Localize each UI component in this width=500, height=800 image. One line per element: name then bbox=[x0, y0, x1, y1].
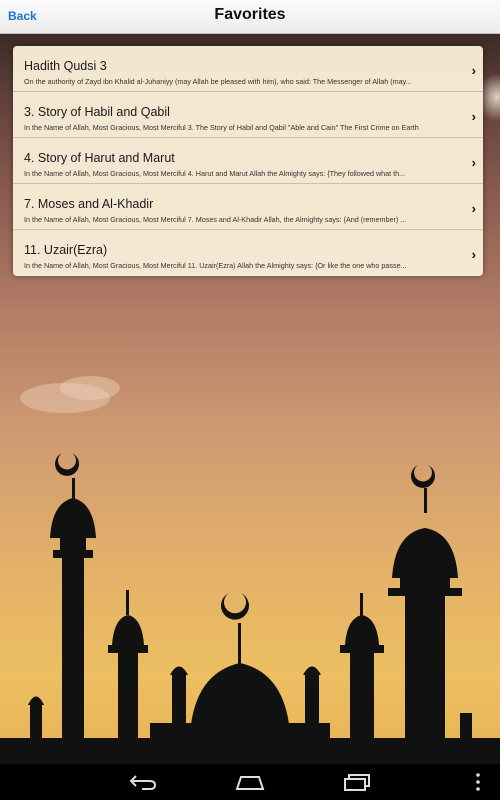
list-item-title: 4. Story of Harut and Marut bbox=[24, 151, 175, 165]
chevron-right-icon: › bbox=[471, 155, 476, 170]
list-item-title: 7. Moses and Al-Khadir bbox=[24, 197, 154, 211]
page-title: Favorites bbox=[214, 6, 286, 23]
list-item-title: Hadith Qudsi 3 bbox=[24, 59, 107, 73]
nav-back-icon[interactable] bbox=[128, 772, 158, 797]
chevron-right-icon: › bbox=[471, 109, 476, 124]
list-item[interactable] bbox=[13, 138, 483, 184]
chevron-right-icon: › bbox=[471, 247, 476, 262]
nav-recents-icon[interactable] bbox=[342, 772, 372, 797]
overflow-menu-icon[interactable] bbox=[474, 772, 482, 797]
list-item-preview: In the Name of Allah, Most Gracious, Most Merciful 4. Harut and Marut Allah the Almighty says: {They followed what th... bbox=[24, 169, 406, 178]
favorites-list bbox=[13, 46, 483, 276]
list-item[interactable] bbox=[13, 46, 483, 92]
list-item[interactable] bbox=[13, 230, 483, 275]
list-item-preview: In the Name of Allah, Most Gracious, Most Merciful 7. Moses and Al-Khadir Allah, the Almighty says: {And (remember) ... bbox=[24, 215, 407, 224]
chevron-right-icon: › bbox=[471, 63, 476, 78]
nav-home-icon[interactable] bbox=[234, 772, 266, 797]
chevron-right-icon: › bbox=[471, 201, 476, 216]
back-button[interactable]: Back bbox=[8, 9, 37, 23]
action-bar bbox=[0, 0, 500, 34]
list-item[interactable] bbox=[13, 184, 483, 230]
list-item-title: 3. Story of Habil and Qabil bbox=[24, 105, 170, 119]
list-item-preview: In the Name of Allah, Most Gracious, Most Merciful 11. Uzair(Ezra) Allah the Almighty says: {Or like the one who passe... bbox=[24, 261, 407, 270]
list-item-title: 11. Uzair(Ezra) bbox=[24, 243, 108, 257]
system-navigation-bar bbox=[0, 764, 500, 800]
list-item[interactable] bbox=[13, 92, 483, 138]
list-item-preview: On the authority of Zayd ibn Khalid al-Juhaniyy (may Allah be pleased with him), who said: The Messenger of Allah (may... bbox=[24, 77, 412, 86]
list-item-preview: In the Name of Allah, Most Gracious, Most Merciful 3. The Story of Habil and Qabil "Able and Cain" The First Crime on Earth bbox=[24, 123, 419, 132]
